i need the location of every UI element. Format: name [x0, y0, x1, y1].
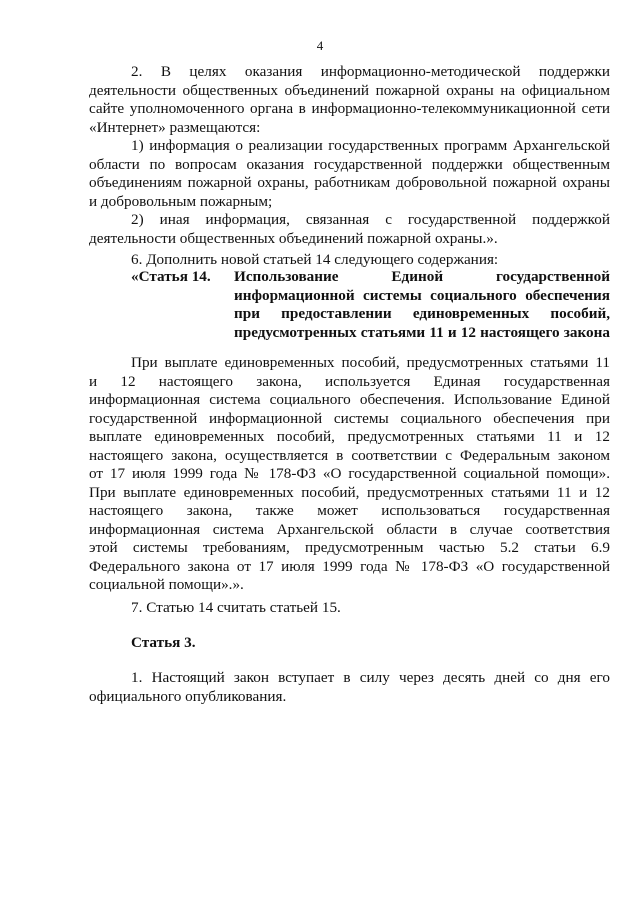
text-line: Использование Единой государственной [234, 268, 610, 285]
text-line: информационная система социального обеспечения. Использование Единой [89, 391, 610, 408]
text-line: области по вопросам оказания государственной поддержки общественным [89, 155, 610, 173]
item-7: 7. Статью 14 считать статьей 15. [131, 599, 341, 616]
text-line: Федерального закона от 17 июля 1999 года № 178-ФЗ «О государственной [89, 557, 610, 575]
text-line: деятельности общественных объединений пожарной охраны на официальном [89, 81, 610, 99]
text-line: 1) информация о реализации государственных программ Архангельской [131, 137, 610, 154]
text-line: информационная система Архангельской области в случае соответствия [89, 520, 610, 538]
text-line: предусмотренных статьями 11 и 12 настоящего закона [234, 323, 610, 341]
text-line: 1. Настоящий закон вступает в силу через десять дней со дня его [131, 669, 610, 686]
text-line: «Интернет» размещаются: [89, 118, 261, 136]
text-line: социальной помощи».». [89, 576, 244, 593]
text-line: настоящего закона, осуществляется в соответствии с Федеральным законом [89, 446, 610, 464]
item-6: 6. Дополнить новой статьей 14 следующего содержания: [131, 251, 499, 268]
text-line: выплате единовременных пособий, предусмотренных статьями 11 и 12 [89, 428, 610, 445]
text-line: и 12 настоящего закона, используется Единая государственная [89, 372, 610, 390]
page-number: 4 [316, 38, 324, 53]
text-line: информационной системы социального обеспечения [234, 286, 610, 304]
text-line: сайте уполномоченного органа в информационно-телекоммуникационной сети [89, 100, 610, 117]
article-14-label: «Статья 14. [131, 268, 211, 285]
text-line: от 17 июля 1999 года № 178-ФЗ «О государственной социальной помощи». [89, 465, 610, 482]
text-line: при предоставлении единовременных пособий, [234, 305, 610, 322]
article-3-heading: Статья 3. [131, 634, 196, 651]
text-line: государственной информационной системы социального обеспечения при [89, 409, 610, 427]
text-line: объединениям пожарной охраны, работникам добровольной пожарной охраны [89, 174, 610, 191]
text-line: деятельности общественных объединений пожарной охраны.». [89, 229, 498, 247]
text-line: При выплате единовременных пособий, предусмотренных статьями 11 и 12 [89, 483, 610, 501]
text-line: При выплате единовременных пособий, предусмотренных статьями 11 [131, 354, 610, 371]
text-line: и добровольным пожарным; [89, 192, 273, 210]
text-line: настоящего закона, также может использоваться государственная [89, 502, 610, 519]
text-line: 2) иная информация, связанная с государственной поддержкой [131, 211, 610, 228]
text-line: официального опубликования. [89, 687, 287, 705]
text-line: этой системы требованиям, предусмотренным частью 5.2 статьи 6.9 [89, 539, 610, 556]
text-line: 2. В целях оказания информационно-методической поддержки [131, 63, 610, 80]
